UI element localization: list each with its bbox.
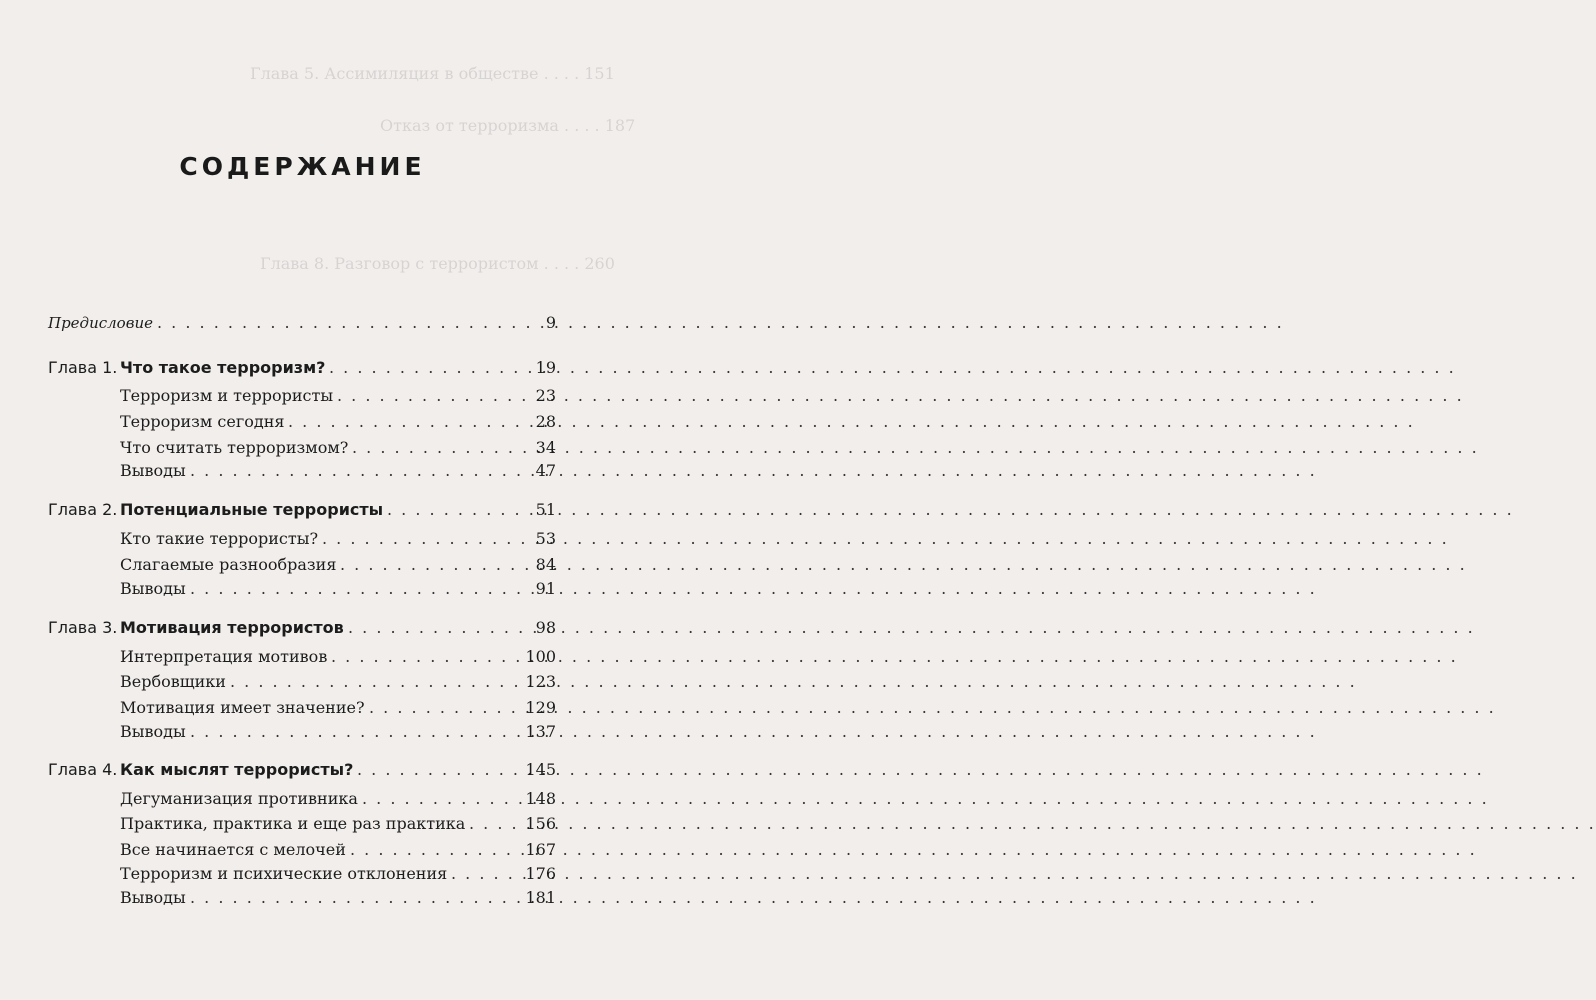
- page-number: 129: [525, 698, 556, 717]
- page-number: 156: [525, 814, 556, 833]
- section-title: Выводы: [120, 461, 186, 480]
- dot-leader: [369, 696, 521, 720]
- toc-chapter-row: [48, 498, 556, 522]
- toc-section-row: [48, 645, 556, 669]
- chapter-number: Глава 3.: [48, 618, 118, 637]
- dot-leader: [362, 787, 521, 811]
- dot-leader: [387, 498, 532, 522]
- dot-leader: [329, 356, 532, 380]
- dot-leader: [157, 311, 542, 335]
- page-number: 137: [525, 722, 556, 741]
- toc-section-row: [48, 459, 556, 483]
- book-page: [0, 0, 636, 1000]
- page-number: 47: [535, 461, 556, 480]
- toc-section-row: [48, 787, 556, 811]
- section-title: Выводы: [120, 888, 186, 907]
- dot-leader: [190, 886, 521, 910]
- chapter-number: Глава 4.: [48, 760, 118, 779]
- toc-chapter-row: [48, 758, 556, 782]
- page-number: 34: [535, 438, 556, 457]
- dot-leader: [190, 577, 532, 601]
- page-number: 181: [525, 888, 556, 907]
- page-number: 91: [535, 579, 556, 598]
- page-number: 19: [535, 358, 556, 377]
- toc-section-row: [48, 670, 556, 694]
- dot-leader: [348, 616, 532, 640]
- section-title: Терроризм и террористы: [120, 386, 334, 405]
- preface-title: Предисловие: [48, 314, 153, 332]
- bleed-through-line: Отказ от терроризма . . . . 187: [380, 116, 636, 135]
- toc-section-row: [48, 720, 556, 744]
- chapter-title: Что такое терроризм?: [120, 358, 326, 377]
- dot-leader: [331, 645, 521, 669]
- dot-leader: [190, 720, 521, 744]
- section-title: Практика, практика и еще раз практика: [120, 814, 466, 833]
- toc-section-row: [48, 553, 556, 577]
- toc-section-row: [48, 384, 556, 408]
- section-title: Слагаемые разнообразия: [120, 555, 337, 574]
- section-title: Терроризм и психические отклонения: [120, 864, 448, 883]
- section-title: Мотивация имеет значение?: [120, 698, 365, 717]
- page-number: 28: [535, 412, 556, 431]
- section-title: Выводы: [120, 722, 186, 741]
- dot-leader: [350, 838, 521, 862]
- bleed-through-line: Глава 8. Разговор с террористом . . . . 260: [260, 254, 615, 273]
- toc-section-row: [48, 812, 556, 836]
- dot-leader: [230, 670, 521, 694]
- page-number: 51: [535, 500, 556, 519]
- toc-section-row: [48, 410, 556, 434]
- page-number: 167: [525, 840, 556, 859]
- page-number: 84: [535, 555, 556, 574]
- toc-section-row: [48, 886, 556, 910]
- page-number: 100: [525, 647, 556, 666]
- page-number: 98: [535, 618, 556, 637]
- page-number: 148: [525, 789, 556, 808]
- dot-leader: [469, 812, 521, 836]
- dot-leader: [352, 436, 532, 460]
- section-title: Терроризм сегодня: [120, 412, 285, 431]
- chapter-title: Мотивация террористов: [120, 618, 344, 637]
- toc-section-row: [48, 838, 556, 862]
- bleed-through-line: Глава 5. Ассимиляция в обществе . . . . 151: [250, 64, 615, 83]
- section-title: Кто такие террористы?: [120, 529, 319, 548]
- section-title: Все начинается с мелочей: [120, 840, 346, 859]
- page-number: 9: [545, 313, 556, 332]
- page-title: СОДЕРЖАНИЕ: [179, 152, 426, 181]
- toc-section-row: [48, 527, 556, 551]
- section-title: Интерпретация мотивов: [120, 647, 328, 666]
- section-title: Вербовщики: [120, 672, 226, 691]
- section-title: Выводы: [120, 579, 186, 598]
- section-title: Дегуманизация противника: [120, 789, 358, 808]
- page-number: 145: [525, 760, 556, 779]
- dot-leader: [288, 410, 532, 434]
- dot-leader: [357, 758, 521, 782]
- page-number: 123: [525, 672, 556, 691]
- dot-leader: [337, 384, 532, 408]
- toc-section-row: [48, 862, 556, 886]
- section-title: Что считать терроризмом?: [120, 438, 349, 457]
- page-number: 176: [525, 864, 556, 883]
- chapter-title: Потенциальные террористы: [120, 500, 384, 519]
- toc-section-row: [48, 436, 556, 460]
- dot-leader: [451, 862, 521, 886]
- chapter-number: Глава 1.: [48, 358, 118, 377]
- toc-section-row: [48, 696, 556, 720]
- page-number: 53: [535, 529, 556, 548]
- dot-leader: [190, 459, 532, 483]
- page-number: 23: [535, 386, 556, 405]
- toc-preface-row: [48, 311, 556, 335]
- dot-leader: [340, 553, 532, 577]
- toc-section-row: [48, 577, 556, 601]
- dot-leader: [322, 527, 532, 551]
- chapter-title: Как мыслят террористы?: [120, 760, 354, 779]
- chapter-number: Глава 2.: [48, 500, 118, 519]
- toc-chapter-row: [48, 616, 556, 640]
- toc-chapter-row: [48, 356, 556, 380]
